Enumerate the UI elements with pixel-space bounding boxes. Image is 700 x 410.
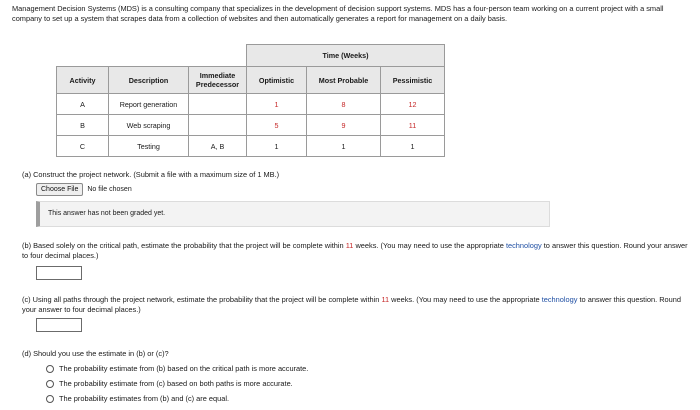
header-description: Description [109,67,189,94]
header-most-probable: Most Probable [307,67,381,94]
part-c-text-post: to answer this question. Round your answer to four decimal places.) [22,295,681,314]
part-a-question: (a) Construct the project network. (Submit a file with a maximum size of 1 MB.) [22,170,280,179]
cell-description: Testing [109,136,189,157]
radio-button[interactable] [46,395,54,403]
problem-intro: Management Decision Systems (MDS) is a consulting company that specializes in the development of decision support systems. MDS has a four-person team working on a current project with a small company to set up a system that scrapes data from a collection of websites and then automatically generates a report for management on a daily basis. [12,4,664,23]
time-weeks-header: Time (Weeks) [247,45,445,67]
header-predecessor-line2: Predecessor [195,80,240,89]
part-b-text-mid: weeks. (You may need to use the appropriate [353,241,506,250]
table-row [57,115,445,136]
option-label: The probability estimate from (c) based on both paths is more accurate. [59,379,293,388]
cell-description: Web scraping [109,115,189,136]
cell-optimistic: 5 [247,115,307,136]
technology-link[interactable]: technology [505,241,542,250]
file-upload-row [36,183,132,196]
grade-status-box: This answer has not been graded yet. [36,201,550,227]
cell-pessimistic: 1 [381,136,445,157]
table-row [57,94,445,115]
header-pessimistic: Pessimistic [381,67,445,94]
cell-activity: B [57,115,109,136]
radio-button[interactable] [46,365,54,373]
choose-file-button[interactable]: Choose File [36,183,83,196]
part-c-weeks: 11 [381,295,390,304]
option-b-more-accurate[interactable] [46,364,308,373]
table-spacer [57,45,247,67]
cell-predecessor [189,115,247,136]
technology-link[interactable]: technology [541,295,578,304]
part-c-answer-input[interactable] [36,318,82,332]
cell-most-probable: 1 [307,136,381,157]
option-label: The probability estimate from (b) based on the critical path is more accurate. [59,364,309,373]
cell-activity: C [57,136,109,157]
cell-most-probable: 9 [307,115,381,136]
part-b-question [22,241,694,261]
part-b-answer-input[interactable] [36,266,82,280]
header-optimistic: Optimistic [247,67,307,94]
cell-optimistic: 1 [247,136,307,157]
part-d-question: (d) Should you use the estimate in (b) or (c)? [22,349,169,358]
option-estimates-equal[interactable] [46,394,229,403]
cell-optimistic: 1 [247,94,307,115]
part-c-text-mid: weeks. (You may need to use the appropriate [389,295,542,304]
part-c-question [22,295,694,315]
option-label: The probability estimates from (b) and (c) are equal. [59,394,230,403]
cell-pessimistic: 12 [381,94,445,115]
activity-table [56,44,445,157]
part-b-text-post: to answer this question. Round your answer to four decimal places.) [22,241,688,260]
cell-predecessor [189,94,247,115]
option-c-more-accurate[interactable] [46,379,293,388]
part-b-text-pre: (b) Based solely on the critical path, estimate the probability that the project will be complete within [22,241,346,250]
cell-description: Report generation [109,94,189,115]
part-c-text-pre: (c) Using all paths through the project network, estimate the probability that the project will be complete within [22,295,382,304]
table-row [57,136,445,157]
header-predecessor-line1: Immediate [199,71,236,80]
cell-pessimistic: 11 [381,115,445,136]
part-b-weeks: 11 [345,241,354,250]
file-status: No file chosen [87,186,132,193]
cell-activity: A [57,94,109,115]
header-predecessor [189,67,247,94]
radio-button[interactable] [46,380,54,388]
cell-predecessor: A, B [189,136,247,157]
header-activity: Activity [57,67,109,94]
cell-most-probable: 8 [307,94,381,115]
